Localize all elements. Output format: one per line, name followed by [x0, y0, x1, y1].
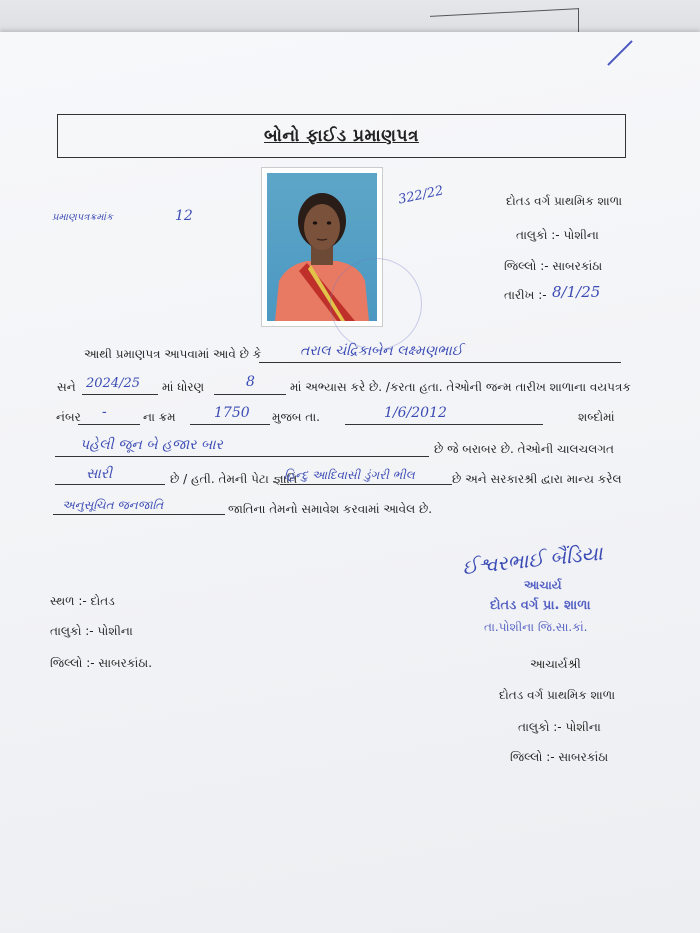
seal-address: તા.પોશીના જિ.સા.કાં. — [484, 620, 588, 634]
register-number: 12 — [175, 208, 193, 224]
header-district: જિલ્લો :- સાબરકાંઠા — [504, 259, 603, 273]
header-date-label: તારીખ :- — [504, 288, 547, 302]
standard-label: માં ધોરણ — [162, 380, 205, 394]
dob-in-words: પહેલી જૂન બે હજાર બાર — [80, 437, 223, 453]
principal-signature: ઈશ્વરભાઈ બૈંડિયા — [461, 540, 604, 580]
number-line — [78, 424, 140, 425]
verified-text: છે જે બરાબર છે. તેઓની ચાલચલગત — [434, 442, 615, 456]
in-words-label: શબ્દોમાં — [578, 410, 615, 424]
year-label: સને — [57, 380, 76, 394]
place-district: જિલ્લો :- સાબરકાંઠા. — [50, 656, 153, 670]
category-value: અનુસૂચિત જનજાતિ — [62, 498, 164, 512]
kram-line — [190, 424, 270, 425]
inward-number: 322/22 — [396, 183, 445, 208]
place-sthal: સ્થળ :- દોતડ — [50, 594, 115, 608]
register-label: પ્રમાણપત્રક્રમાંક — [52, 212, 113, 223]
caste-value: હિન્દુ આદિવાસી ડુંગરી ભીલ — [284, 468, 415, 482]
stamp-impression — [330, 258, 422, 350]
mujab-label: મુજબ તા. — [272, 410, 320, 424]
caste-line — [280, 484, 452, 485]
seal-title: આચાર્ય — [524, 578, 562, 592]
caste-label: છે / હતી. તેમની પેટા જ્ઞાતિ — [170, 472, 298, 486]
signatory-taluka: તાલુકો :- પોશીના — [518, 720, 601, 734]
header-school-name: દોતડ વર્ગ પ્રાથમિક શાળા — [506, 194, 623, 208]
year-value: 2024/25 — [86, 376, 141, 391]
dob-line — [345, 424, 543, 425]
intro-text: આથી પ્રમાણપત્ર આપવામાં આવે છે કે — [84, 347, 262, 361]
place-taluka: તાલુકો :- પોશીના — [50, 624, 133, 638]
number-label: નંબર — [56, 410, 81, 424]
seal-school: દોતડ વર્ગ પ્રા. શાળા — [490, 598, 591, 613]
kram-label: ના ક્રમ — [143, 410, 176, 424]
header-date-value: 8/1/25 — [552, 283, 601, 301]
header-taluka: તાલુકો :- પોશીના — [516, 228, 599, 242]
conduct-value: સારી — [86, 466, 113, 482]
conduct-line — [55, 484, 165, 485]
category-line — [53, 514, 225, 515]
signatory-title: આચાર્યશ્રી — [530, 657, 581, 671]
year-line — [82, 394, 158, 395]
category-tail-text: જાતિના તેમનો સમાવેશ કરવામાં આવેલ છે. — [228, 502, 433, 516]
number-value: - — [102, 404, 107, 420]
dob-value: 1/6/2012 — [384, 405, 447, 421]
kram-value: 1750 — [214, 405, 250, 421]
signatory-district: જિલ્લો :- સાબરકાંઠા — [510, 750, 609, 764]
standard-value: 8 — [246, 374, 255, 390]
title-box — [57, 114, 626, 158]
dob-words-line — [55, 456, 429, 457]
study-text: માં અભ્યાસ કરે છે. /કરતા હતા. તેઓની જન્મ તારીખ શાળાના વયપત્રક — [290, 380, 631, 394]
govt-recognized-text: છે અને સરકારશ્રી દ્વારા માન્ય કરેલ — [452, 472, 622, 486]
student-name: તરાલ ચંદ્રિકાબેન લક્ષ્મણભાઈ — [300, 343, 463, 359]
standard-line — [214, 394, 286, 395]
signatory-school: દોતડ વર્ગ પ્રાથમિક શાળા — [499, 688, 616, 702]
student-name-line — [259, 362, 621, 363]
certificate-title: બોનો ફાઈડ પ્રમાણપત્ર — [264, 126, 419, 146]
